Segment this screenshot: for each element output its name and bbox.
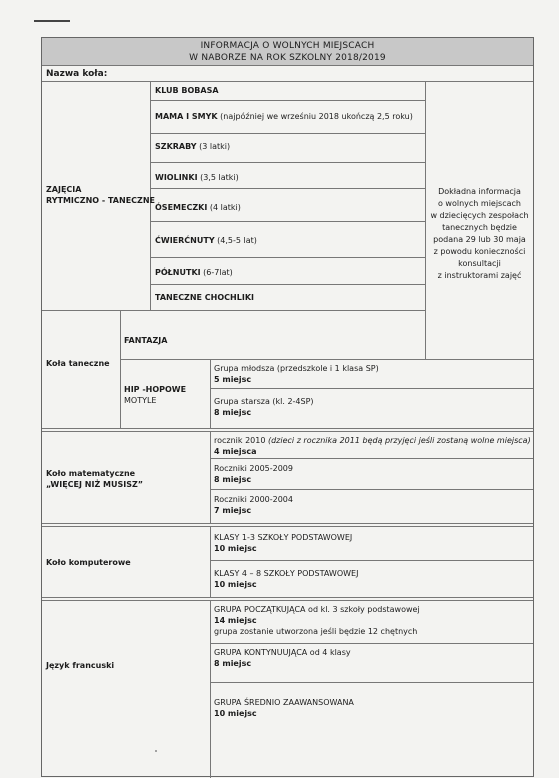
list-item: GRUPA POCZĄTKUJĄCA od kl. 3 szkoły podstawowej 14 miejsc grupa zostanie utworzona jeśli będzie 12 chętnych bbox=[214, 605, 420, 636]
club-name-label: Nazwa koła: bbox=[46, 69, 108, 79]
list-item: Roczniki 2005-2009 8 miejsc bbox=[214, 464, 293, 484]
fantazja-label: FANTAZJA bbox=[124, 336, 168, 345]
list-item: TANECZNE CHOCHLIKI bbox=[155, 293, 254, 302]
list-item: MAMA I SMYK (najpóźniej we wrześniu 2018 ukończą 2,5 roku) bbox=[155, 112, 413, 121]
dance-label: Koła taneczne bbox=[46, 359, 110, 368]
hiphop-label-line-2: MOTYLE bbox=[124, 396, 157, 405]
availability-note: Dokładna informacja o wolnych miejscach w dziecięcych zespołach tanecznych będzie podana 29 lub 30 maja z powodu konieczności konsultacji z instruktorami zajęć bbox=[430, 187, 529, 280]
scan-mark bbox=[34, 20, 70, 22]
list-item: KLUB BOBASA bbox=[155, 86, 219, 95]
rhythmic-label-line-1: ZAJĘCIA bbox=[46, 185, 82, 194]
list-item: GRUPA ŚREDNIO ZAAWANSOWANA 10 miejsc bbox=[214, 698, 354, 718]
french-label: Język francuski bbox=[46, 661, 115, 670]
list-item: rocznik 2010 (dzieci z rocznika 2011 będą przyjęci jeśli zostaną wolne miejsca) 4 miejsca bbox=[214, 436, 531, 456]
computer-label: Koło komputerowe bbox=[46, 558, 131, 567]
list-item: SZKRABY (3 latki) bbox=[155, 142, 231, 151]
list-item: ÓSEMECZKI (4 latki) bbox=[155, 203, 241, 212]
list-item: PÓŁNUTKI (6-7lat) bbox=[155, 268, 233, 277]
math-label-line-2: „WIĘCEJ NIŻ MUSISZ” bbox=[46, 480, 144, 489]
math-label-line-1: Koło matematyczne bbox=[46, 469, 136, 478]
list-item: KLASY 1-3 SZKOŁY PODSTAWOWEJ 10 miejsc bbox=[214, 533, 353, 553]
list-item: Roczniki 2000-2004 7 miejsc bbox=[214, 495, 293, 515]
list-item: WIOLINKI (3,5 latki) bbox=[155, 173, 239, 182]
list-item: ĆWIERĆNUTY (4,5-5 lat) bbox=[155, 236, 257, 245]
list-item: GRUPA KONTYNUUJĄCA od 4 klasy 8 miejsc bbox=[214, 648, 351, 668]
list-item: Grupa starsza (kl. 2-4SP) 8 miejsc bbox=[214, 397, 314, 417]
table-header bbox=[42, 38, 533, 65]
scan-speck bbox=[155, 750, 157, 752]
rhythmic-label-line-2: RYTMICZNO - TANECZNE bbox=[46, 196, 155, 205]
header-line-1: INFORMACJA O WOLNYCH MIEJSCACH bbox=[200, 41, 375, 51]
hiphop-label-line-1: HIP -HOPOWE bbox=[124, 385, 187, 394]
vacancy-table bbox=[41, 37, 534, 777]
list-item: KLASY 4 – 8 SZKOŁY PODSTAWOWEJ 10 miejsc bbox=[214, 569, 359, 589]
list-item: Grupa młodsza (przedszkole i 1 klasa SP) 5 miejsc bbox=[214, 364, 379, 384]
header-line-2: W NABORZE NA ROK SZKOLNY 2018/2019 bbox=[189, 53, 386, 63]
